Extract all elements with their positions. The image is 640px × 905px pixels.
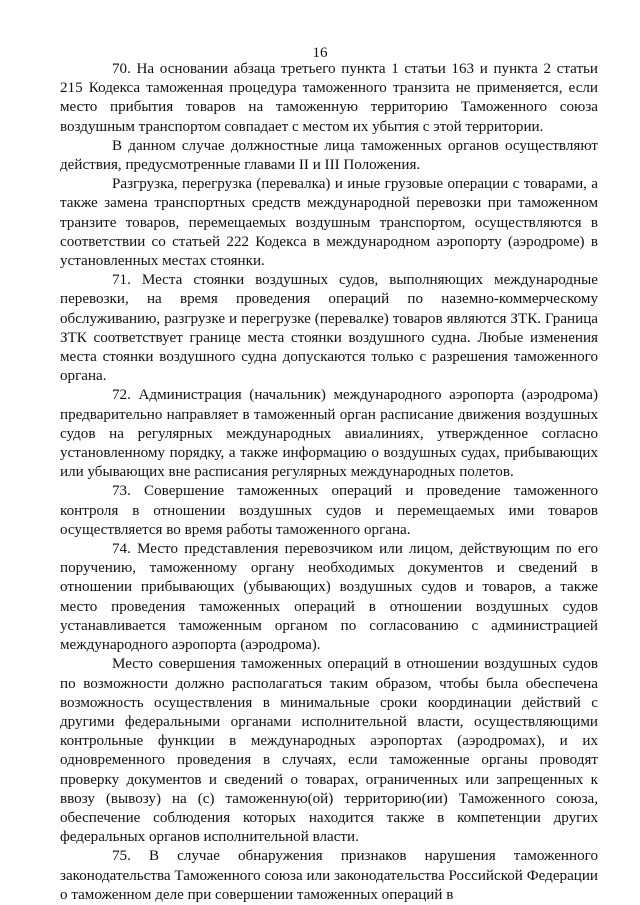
paragraph-72: 72. Администрация (начальник) международного аэропорта (аэродрома) предварительно направляет в таможенный орган расписание движения воздушных судов на регулярных международных авиалиниях, утвержденное согласно установленному порядку, а также информацию о воздушных судах, прибывающих или убывающих вне расписания регулярных международных полетов. (60, 387, 598, 481)
document-body (60, 60, 598, 905)
paragraph-71: 71. Места стоянки воздушных судов, выполняющих международные перевозки, на время проведения операций по наземно-коммерческому обслуживанию, разгрузке и перегрузке (перевалке) товаров являются ЗТК. Граница ЗТК соответствует границе места стоянки воздушного судна. Любые изменения места стоянки воздушного судна допускаются только с разрешения таможенного органа. (60, 272, 598, 385)
page-number: 16 (312, 45, 328, 61)
paragraph-73: 73. Совершение таможенных операций и проведение таможенного контроля в отношении воздушных судов и перемещаемых ими товаров осуществляется во время работы таможенного органа. (60, 483, 598, 538)
paragraph-75: 75. В случае обнаружения признаков нарушения таможенного законодательства Таможенного союза или законодательства Российской Федерации о таможенном деле при совершении таможенных операций в (60, 848, 598, 903)
paragraph-70-unloading: Разгрузка, перегрузка (перевалка) и иные грузовые операции с товарами, а также замена транспортных средств международной перевозки при таможенном транзите товаров, перемещаемых воздушным транспортом, осуществляются в соответствии со статьей 222 Кодекса в международном аэропорту (аэродроме) в установленных местах стоянки. (60, 176, 598, 270)
paragraph-74: 74. Место представления перевозчиком или лицом, действующим по его поручению, таможенному органу необходимых документов и сведений в отношении прибывающих (убывающих) воздушных судов и товаров, а также место проведения таможенных операций в отношении воздушных судов устанавливается таможенным органом по согласованию с администрацией международного аэропорта (аэродрома). (60, 541, 598, 654)
paragraph-74-location: Место совершения таможенных операций в отношении воздушных судов по возможности должно располагаться таким образом, чтобы была обеспечена возможность осуществления в минимальные сроки координации действий с другими федеральными органами исполнительной власти, осуществляющими контрольные функции в международных аэропортах (аэродромах), и их одновременного проведения в случаях, если таможенные органы проводят проверку документов и сведений о товарах, ограниченных или запрещенных к ввозу (вывозу) на (с) таможенную(ой) территорию(ии) Таможенного союза, обеспечение соблюдения которых находится также в компетенции других федеральных органов исполнительной власти. (60, 656, 598, 846)
paragraph-70-functions: В данном случае должностные лица таможенных органов осуществляют действия, предусмотренные главами II и III Положения. (60, 137, 598, 174)
paragraph-70: 70. На основании абзаца третьего пункта 1 статьи 163 и пункта 2 статьи 215 Кодекса таможенная процедура таможенного транзита не применяется, если место прибытия товаров на таможенную территорию Таможенного союза воздушным транспортом совпадает с местом их убытия с этой территории. (60, 61, 598, 135)
